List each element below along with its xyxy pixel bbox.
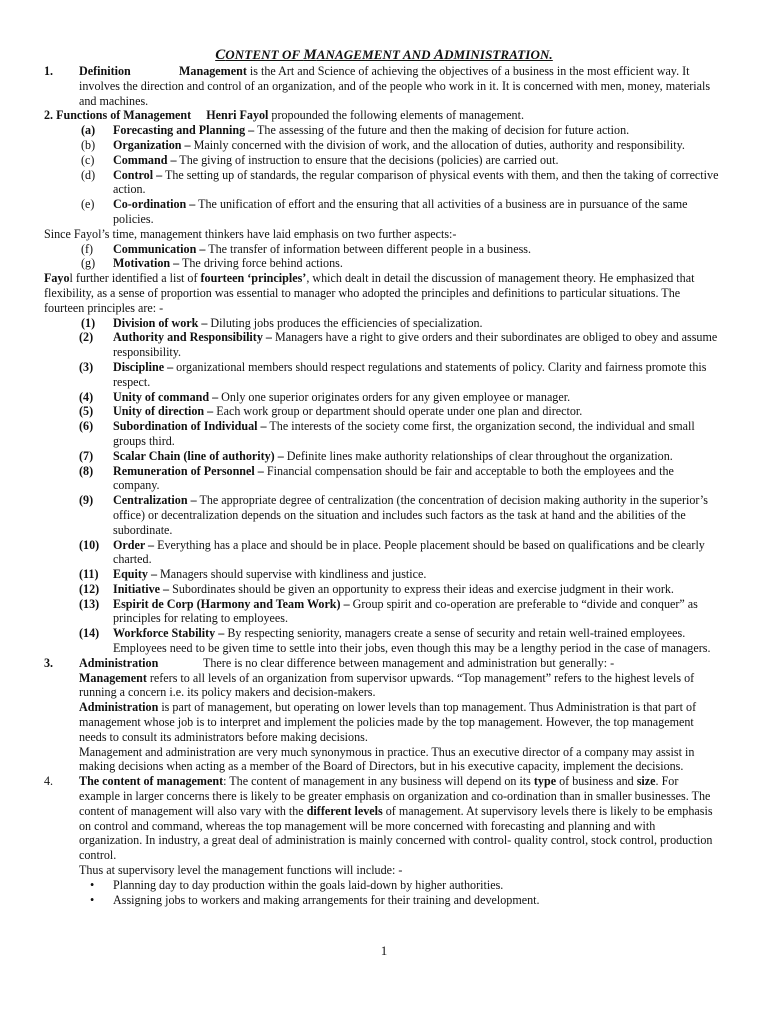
- document-body: [44, 64, 720, 907]
- item-term: Control –: [113, 167, 163, 182]
- definition-text: is the Art and Science of achieving the objectives of a business in the most efficient way. It involves the direction and control of an organization, and of the people who work in it. It is concerned with men, money, materials and machines.: [79, 64, 711, 108]
- title-part-2: ANAGEMENT AND: [316, 47, 434, 62]
- item-term: Forecasting and Planning –: [113, 123, 255, 138]
- list-item: [44, 123, 720, 138]
- item-text: Each work group or department should operate under one plan and director.: [213, 404, 583, 419]
- item-text: Managers should supervise with kindliness and justice.: [157, 567, 427, 582]
- item-term: Co-ordination –: [113, 197, 196, 212]
- content-paragraph: [79, 774, 720, 863]
- principle-item: [44, 360, 720, 390]
- paragraph-term: Administration: [79, 700, 159, 715]
- item-text: Subordinates should be given an opportunity to express their ideas and exercise judgment in their work.: [169, 581, 674, 596]
- management-paragraph: [79, 671, 720, 701]
- item-text: Diluting jobs produces the efficiencies of specialization.: [207, 315, 483, 330]
- item-label: (6): [79, 419, 94, 434]
- further-aspects-list: [44, 242, 720, 272]
- supervisory-intro: Thus at supervisory level the management functions will include: -: [79, 863, 403, 878]
- bullet-icon: •: [90, 877, 95, 892]
- paragraph-text: . For example in larger concerns there is likely to be greater emphasis on organization and co-ordination than in smaller businesses. The content of management will also vary with the: [79, 774, 711, 818]
- emphasis-size: size: [636, 774, 656, 789]
- list-item: [44, 256, 720, 271]
- item-label: (f): [81, 241, 94, 256]
- item-label: (13): [79, 596, 100, 611]
- principle-item: [44, 538, 720, 568]
- item-text: The interests of the society come first, the organization second, the individual and small groups third.: [113, 419, 695, 448]
- item-term: Unity of command –: [113, 389, 219, 404]
- section-content-of-management: [44, 774, 720, 907]
- since-fayol-text: Since Fayol’s time, management thinkers have laid emphasis on two further aspects:-: [44, 226, 457, 241]
- item-label: (12): [79, 581, 100, 596]
- bullet-text: Planning day to day production within the goals laid-down by higher authorities.: [113, 877, 504, 892]
- item-text: The transfer of information between different people in a business.: [205, 241, 532, 256]
- section-number: 4.: [44, 774, 54, 789]
- page-number: 1: [380, 943, 388, 958]
- item-term: Subordination of Individual –: [113, 419, 267, 434]
- administration-heading-line: [79, 656, 720, 671]
- item-term: Espirit de Corp (Harmony and Team Work) –: [113, 596, 350, 611]
- item-label: (4): [79, 389, 94, 404]
- administration-paragraph: [79, 700, 720, 744]
- title-cap-c: C: [215, 47, 226, 63]
- section-heading: 2. Functions of Management: [44, 108, 192, 123]
- item-term: Division of work –: [113, 315, 208, 330]
- fourteen-principles-intro: [44, 271, 720, 315]
- item-text: The setting up of standards, the regular comparison of physical events with them, and then the taking of corrective action.: [113, 167, 719, 197]
- item-text: Definite lines make authority relationships of clear throughout the organization.: [283, 448, 673, 463]
- item-term: Discipline –: [113, 359, 174, 374]
- item-term: Communication –: [113, 241, 206, 256]
- section-heading: Definition: [79, 64, 131, 78]
- item-term: Workforce Stability –: [113, 626, 225, 641]
- item-label: (b): [81, 137, 96, 152]
- item-label: (5): [79, 404, 94, 419]
- item-term: Scalar Chain (line of authority) –: [113, 448, 284, 463]
- item-label: (g): [81, 256, 96, 271]
- principle-item: [44, 464, 720, 494]
- item-text: Group spirit and co-operation are preferable to “divide and conquer” as principles for relating to employees.: [113, 596, 698, 626]
- principle-item: [44, 449, 720, 464]
- elements-list: [44, 123, 720, 227]
- section-functions: [44, 108, 720, 655]
- item-text: Financial compensation should be fair and acceptable to both the employees and the company.: [113, 463, 674, 493]
- list-item: [44, 153, 720, 168]
- supervisory-bullets: [44, 878, 720, 908]
- item-text: By respecting seniority, managers create a sense of security and retain well-trained employees. Employees need to be given time to settle into their jobs, even though this may be a lengthy period in the case of managers.: [113, 626, 711, 656]
- bullet-icon: •: [90, 892, 95, 907]
- paragraph-term: Management: [79, 670, 147, 685]
- item-text: Mainly concerned with the division of work, and the allocation of duties, authority and responsibility.: [190, 137, 685, 152]
- functions-heading-line: [44, 108, 720, 123]
- title-cap-a: A: [434, 47, 445, 63]
- item-term: Motivation –: [113, 256, 180, 271]
- administration-intro: There is no clear difference between management and administration but generally: -: [203, 655, 615, 670]
- item-term: Equity –: [113, 567, 158, 582]
- item-text: The unification of effort and the ensuring that all activities of a business are in pursuance of the same policies.: [113, 197, 688, 226]
- principle-item: [44, 567, 720, 582]
- principle-item: [44, 582, 720, 597]
- item-term: Order –: [113, 537, 155, 552]
- item-text: Everything has a place and should be in place. People placement should be based on qualifications and be clearly charted.: [113, 537, 705, 567]
- item-label: (7): [79, 448, 94, 463]
- principle-item: [44, 419, 720, 449]
- synonymous-paragraph: Management and administration are very much synonymous in practice. Thus an executive director of a company may assist in making decisions when acting as a member of the Board of Directors, but in his executive capacity, implement the decisions.: [79, 744, 695, 774]
- item-label: (3): [79, 359, 94, 374]
- item-label: (2): [79, 330, 94, 345]
- intro-text: l further identified a list of: [69, 271, 201, 286]
- item-label: (a): [81, 123, 96, 138]
- list-item: [44, 138, 720, 153]
- item-term: Command –: [113, 152, 177, 167]
- principles-list: [44, 316, 720, 656]
- item-text: The appropriate degree of centralization (the concentration of decision making authority in the superior’s office) or decentralization depends on the situation and includes such factors as the task at hand and the abilities of the subordinate.: [113, 493, 708, 537]
- list-item: [44, 197, 720, 227]
- principle-item: [44, 597, 720, 627]
- item-text: The driving force behind actions.: [179, 256, 343, 271]
- section-heading: The content of management: [79, 774, 224, 789]
- principle-item: [44, 404, 720, 419]
- title-part-3: DMINISTRATION.: [444, 47, 553, 62]
- definition-term: Management: [179, 64, 247, 78]
- item-label: (e): [81, 197, 95, 212]
- page-title: [0, 48, 768, 63]
- item-text: The giving of instruction to ensure that the decisions (policies) are carried out.: [176, 152, 559, 167]
- item-term: Unity of direction –: [113, 404, 214, 419]
- principle-item: [44, 330, 720, 360]
- section-administration: [44, 656, 720, 774]
- bullet-item: [44, 893, 720, 908]
- paragraph-text: is part of management, but operating on lower levels than top management. Thus Administration is that part of management whose job is to interpret and implement the policies made by the top management. However, the top management needs to consult its administrators before making decisions.: [79, 700, 697, 744]
- item-label: (10): [79, 537, 100, 552]
- item-label: (8): [79, 463, 94, 478]
- item-label: (14): [79, 626, 100, 641]
- bullet-text: Assigning jobs to workers and making arrangements for their training and development.: [113, 892, 540, 907]
- section-number: 1.: [44, 64, 54, 78]
- item-term: Remuneration of Personnel –: [113, 463, 264, 478]
- item-label: (c): [81, 152, 95, 167]
- emphasis-levels: different levels: [306, 803, 383, 818]
- item-term: Authority and Responsibility –: [113, 330, 272, 345]
- item-label: (1): [81, 315, 96, 330]
- intro-text-rest: , which dealt in detail the discussion of management theory. He emphasized that flexibility, as a sense of proportion was essential to manager who adopted the principles and definitions to particular situations. The fourteen principles are: -: [44, 271, 695, 315]
- item-term: Centralization –: [113, 493, 197, 508]
- item-label: (d): [81, 167, 96, 182]
- principle-item: [44, 316, 720, 331]
- title-cap-m: M: [303, 47, 317, 63]
- item-text: Only one superior originates orders for any given employee or manager.: [218, 389, 571, 404]
- functions-intro: propounded the following elements of management.: [268, 108, 524, 123]
- principle-item: [44, 626, 720, 656]
- item-term: Organization –: [113, 137, 191, 152]
- title-part-1: ONTENT OF: [225, 47, 304, 62]
- item-term: Initiative –: [113, 581, 170, 596]
- item-text: The assessing of the future and then the making of decision for future action.: [254, 123, 630, 138]
- fourteen-principles-term: fourteen ‘principles’: [200, 271, 307, 286]
- section-text: [44, 64, 720, 108]
- section-heading: Administration: [79, 655, 159, 670]
- section-text: [44, 656, 720, 774]
- section-text: [44, 774, 720, 878]
- section-definition: [44, 64, 720, 108]
- principle-item: [44, 390, 720, 405]
- section-number: 3.: [44, 655, 54, 670]
- item-text: Managers have a right to give orders and their subordinates are obliged to obey and assume responsibility.: [113, 330, 718, 360]
- item-text: organizational members should respect regulations and statements of policy. Clarity and fairness promote this respect.: [113, 359, 707, 389]
- bullet-item: [44, 878, 720, 893]
- author-name: Henri Fayol: [206, 108, 269, 123]
- list-item: [44, 242, 720, 257]
- list-item: [44, 168, 720, 198]
- item-label: (9): [79, 493, 94, 508]
- paragraph-text: refers to all levels of an organization from supervisor upwards. “Top management” refers to the highest levels of running a concern i.e. its policy makers and decision-makers.: [79, 670, 695, 700]
- emphasis-type: type: [533, 774, 557, 789]
- principle-item: [44, 493, 720, 537]
- item-label: (11): [79, 567, 99, 582]
- paragraph-text: : The content of management in any business will depend on its: [223, 774, 534, 789]
- paragraph-text: of management. At supervisory levels there is likely to be emphasis on control and command, whereas the top management will be more concerned with forecasting and planning and with organization. In industry, a great deal of administration is mainly concerned with control- quality control, stock control, production control.: [79, 803, 713, 863]
- fayol-name: Fayo: [44, 271, 70, 286]
- paragraph-text: of business and: [556, 774, 637, 789]
